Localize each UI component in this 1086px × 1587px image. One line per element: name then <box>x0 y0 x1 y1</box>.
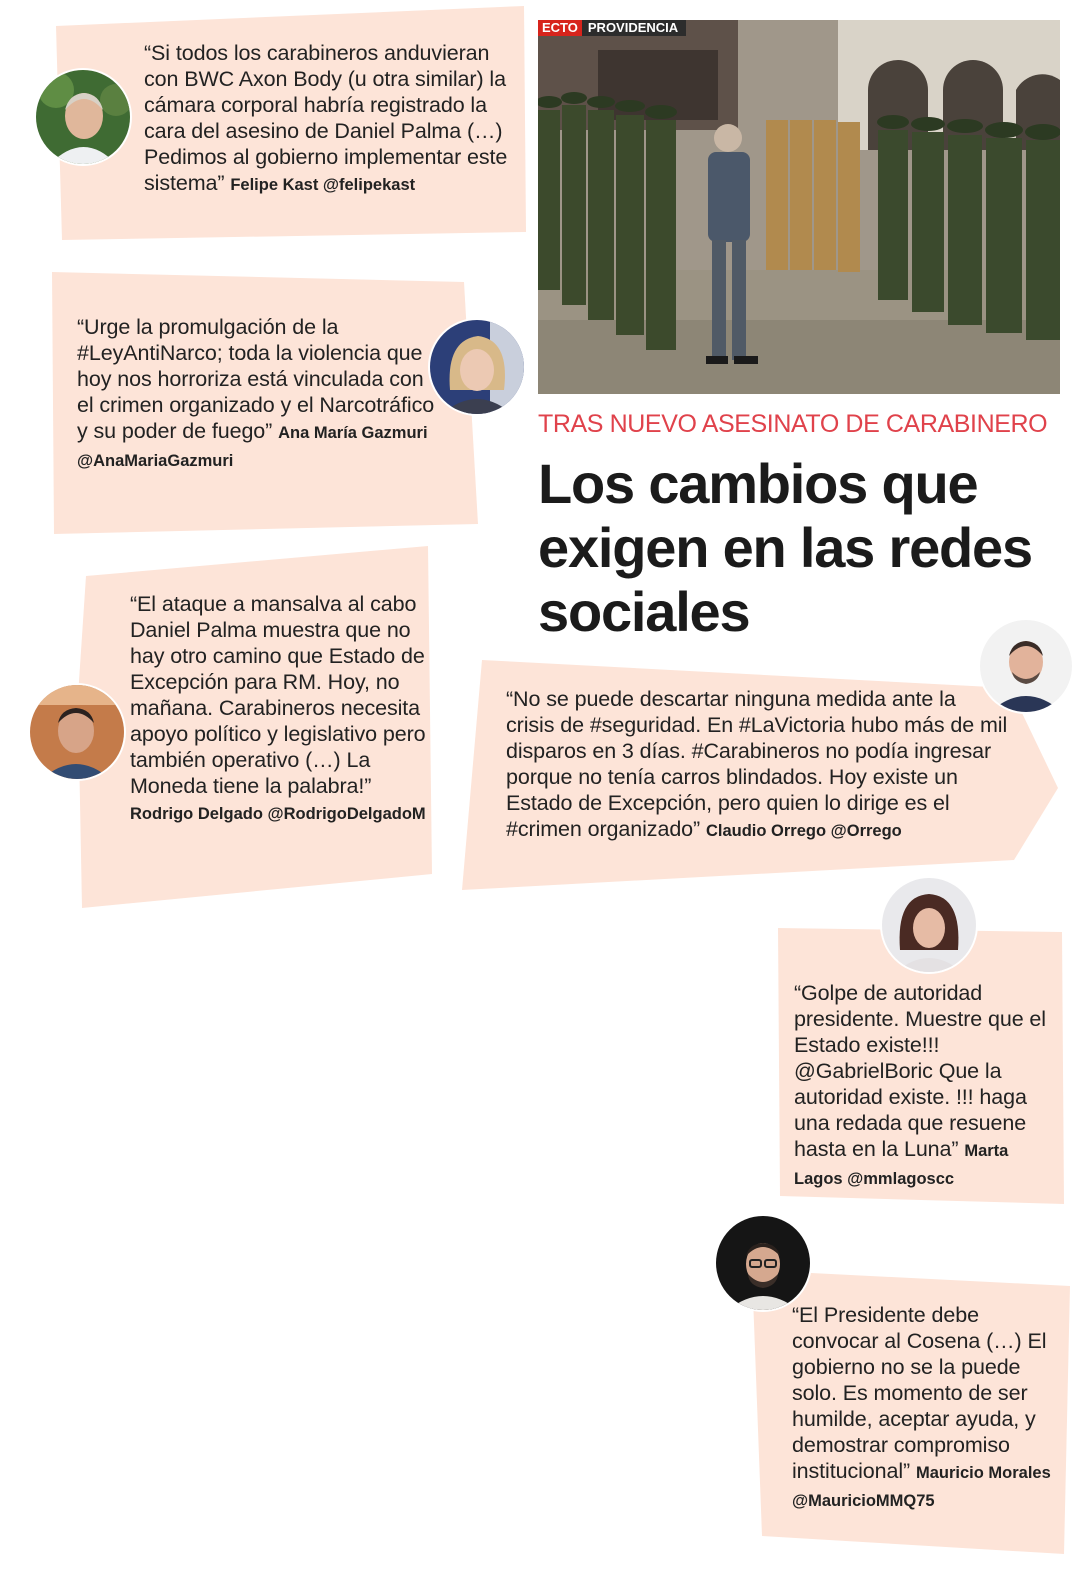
parade-photo-illustration <box>538 20 1060 394</box>
avatar-lagos <box>882 878 976 972</box>
quote-author: Claudio Orrego @Orrego <box>705 822 902 840</box>
quote-morales <box>792 1302 1064 1514</box>
quote-text: “El Presidente debe convocar al Cosena (…) El gobierno no se la puede solo. Es momento de ser humilde, aceptar ayuda, y demostrar compromiso institucional” <box>792 1303 1047 1483</box>
quote-card-delgado <box>78 546 432 908</box>
quote-author: Rodrigo Delgado @RodrigoDelgadoM <box>130 805 426 823</box>
news-photo <box>538 20 1060 394</box>
quote-author: Ana María Gazmuri @AnaMariaGazmuri <box>77 424 428 470</box>
avatar-morales-portrait <box>716 1216 810 1310</box>
avatar-lagos-portrait <box>882 878 976 972</box>
avatar-gazmuri <box>430 320 524 414</box>
quote-card-morales <box>752 1264 1070 1554</box>
quote-text: “Urge la promulgación de la #LeyAntiNarco; toda la violencia que hoy nos horroriza está vinculada con el crimen organizado y el Narcotráfico y su poder de fuego” <box>77 315 435 443</box>
quote-card-gazmuri <box>52 272 478 534</box>
quote-orrego <box>506 686 1008 844</box>
quote-kast <box>144 40 516 198</box>
kicker: TRAS NUEVO ASESINATO DE CARABINERO <box>538 410 1048 438</box>
tv-bug-left: ECTO <box>538 20 582 36</box>
quote-text: “No se puede descartar ninguna medida ante la crisis de #seguridad. En #LaVictoria hubo más de mil disparos en 3 días. #Carabineros no podía ingresar porque no tenía carros blindados. Hoy existe un Estado de Excepción, pero quien lo dirige es el #crimen organizado” <box>506 687 1008 841</box>
avatar-gazmuri-portrait <box>430 320 524 414</box>
tv-bug-location: PROVIDENCIA <box>582 20 686 36</box>
quote-author: Felipe Kast @felipekast <box>230 176 416 194</box>
avatar-kast-portrait <box>36 70 130 164</box>
avatar-delgado-portrait <box>30 685 124 779</box>
tv-channel-bug <box>538 20 686 36</box>
quote-text: “Si todos los carabineros anduvieran con BWC Axon Body (u otra similar) la cámara corporal habría registrado la cara del asesino de Daniel Palma (…) Pedimos al gobierno implementar este sistema” <box>144 41 508 195</box>
avatar-orrego <box>980 620 1072 712</box>
avatar-morales <box>716 1216 810 1310</box>
quote-delgado <box>130 591 428 827</box>
quote-author: Marta Lagos @mmlagoscc <box>794 1142 1009 1188</box>
avatar-orrego-portrait <box>980 620 1072 712</box>
quote-card-orrego <box>462 660 1058 890</box>
avatar-kast <box>36 70 130 164</box>
avatar-delgado <box>30 685 124 779</box>
quote-gazmuri <box>77 314 437 474</box>
quote-lagos <box>794 980 1058 1192</box>
quote-text: “El ataque a mansalva al cabo Daniel Palma muestra que no hay otro camino que Estado de Excepción para RM. Hoy, no mañana. Carabineros necesita apoyo político y legislativo pero también operativo (…) La Moneda tiene la palabra!” <box>130 592 426 798</box>
headline: Los cambios que exigen en las redes sociales <box>538 452 1032 643</box>
quote-text: “Golpe de autoridad presidente. Muestre que el Estado existe!!! @GabrielBoric Que la autoridad existe. !!! haga una redada que resuene hasta en la Luna” <box>794 981 1046 1161</box>
quote-author: Mauricio Morales @MauricioMMQ75 <box>792 1464 1051 1510</box>
